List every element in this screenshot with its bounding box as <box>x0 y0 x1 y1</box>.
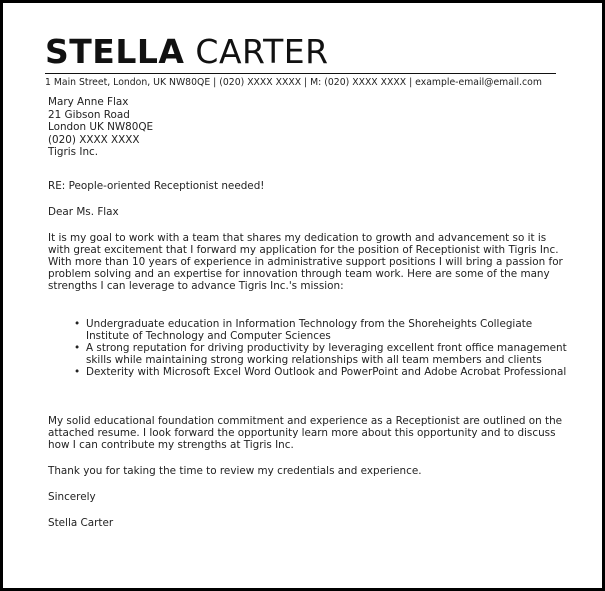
salutation: Dear Ms. Flax <box>48 205 119 218</box>
bullet-icon: • <box>74 317 81 330</box>
closing-paragraph: My solid educational foundation commitment and experience as a Receptionist are outlined on the attached resume. I look forward the opportunity learn more about this opportunity and to discuss how I can contribute my strengths at Tigris Inc. <box>48 414 563 451</box>
sender-first-name: STELLA <box>45 32 185 71</box>
strength-text: Dexterity with Microsoft Excel Word Outlook and PowerPoint and Adobe Acrobat Professional <box>86 365 567 378</box>
strength-text: A strong reputation for driving productivity by leveraging excellent front office management skills while maintaining strong working relationships with all team members and clients <box>86 341 567 366</box>
recipient-name: Mary Anne Flax <box>48 96 129 108</box>
strength-text: Undergraduate education in Information Technology from the Shoreheights Collegiate Institute of Technology and Computer Sciences <box>86 317 533 342</box>
letter-header <box>45 33 560 89</box>
recipient-street: 21 Gibson Road <box>48 108 130 121</box>
list-item <box>74 341 568 366</box>
sender-name <box>45 33 560 71</box>
bullet-icon: • <box>74 365 81 378</box>
opening-paragraph: It is my goal to work with a team that shares my dedication to growth and advancement so it is with great excitement that I forward my application for the position of Receptionist with Tigris Inc. With more than 10 years of experience in administrative support positions I will bring a passion for problem solving and an expertise for innovation through team work. Here are some of the many strengths I can leverage to advance Tigris Inc.'s mission: <box>48 231 563 292</box>
header-divider <box>45 73 556 74</box>
sender-last-name: CARTER <box>195 32 329 71</box>
strengths-list <box>48 318 568 378</box>
subject-line: RE: People-oriented Receptionist needed! <box>48 179 265 192</box>
recipient-company: Tigris Inc. <box>48 146 99 158</box>
thank-you-line: Thank you for taking the time to review my credentials and experience. <box>48 464 422 477</box>
recipient-address <box>48 96 568 159</box>
recipient-phone: (020) XXXX XXXX <box>48 133 140 146</box>
recipient-city: London UK NW80QE <box>48 121 154 133</box>
bullet-icon: • <box>74 341 81 354</box>
list-item <box>74 365 568 378</box>
signature-name: Stella Carter <box>48 516 114 529</box>
letter-body <box>48 96 568 529</box>
complimentary-close: Sincerely <box>48 490 96 503</box>
list-item <box>74 317 568 342</box>
sender-contact-line: 1 Main Street, London, UK NW80QE | (020) XXXX XXXX | M: (020) XXXX XXXX | example-email@email.com <box>45 77 542 88</box>
